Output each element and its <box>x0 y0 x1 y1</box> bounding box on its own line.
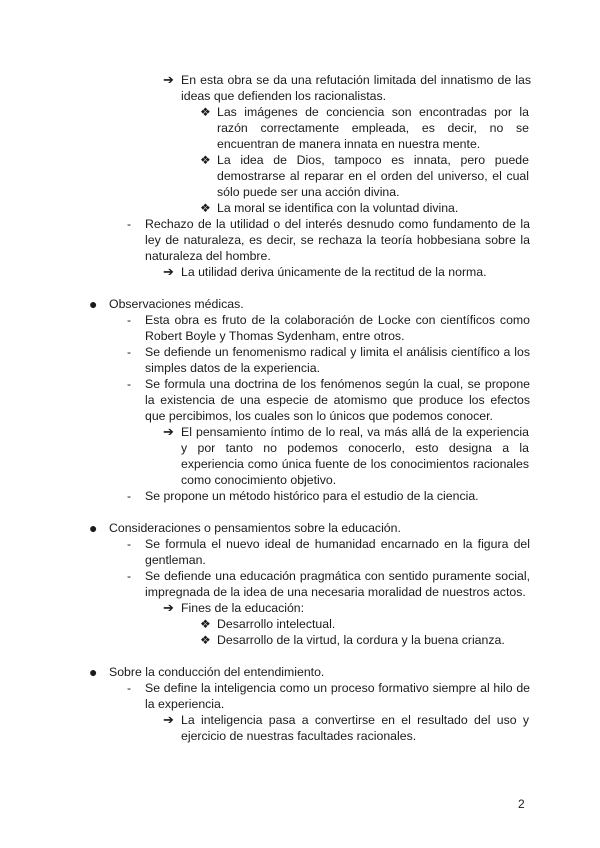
dash-marker: - <box>127 377 132 391</box>
education-arrow-text: Fines de la educación: <box>181 601 305 615</box>
arrow-marker: ➔ <box>163 424 174 439</box>
essay-dash-item: Rechazo de la utilidad o del interés desnudo como fundamento de la ley de naturaleza, es decir, se rechaza la teoría hobbesiana sobre la naturaleza del hombre. <box>145 217 530 263</box>
medical-item: Se formula una doctrina de los fenómenos según la cual, se propone la existencia de una especie de atomismo que produce los efectos que percibimos, los cuales son lo únicos que podemos conocer. <box>145 377 530 423</box>
diamond-marker: ❖ <box>200 201 211 215</box>
arrow-marker: ➔ <box>163 712 174 727</box>
dash-marker: - <box>127 681 132 695</box>
dash-marker: - <box>127 217 132 231</box>
section-title-understanding: Sobre la conducción del entendimiento. <box>109 665 325 679</box>
understanding-item: Se define la inteligencia como un proceso formativo siempre al hilo de la experiencia. <box>145 681 530 711</box>
bullet-marker: ● <box>89 664 98 680</box>
dash-marker: - <box>127 537 132 551</box>
understanding-arrow-text: La inteligencia pasa a convertirse en el resultado del uso y ejercicio de nuestras facultades racionales. <box>181 713 529 743</box>
diamond-marker: ❖ <box>200 633 211 647</box>
diamond-marker: ❖ <box>200 153 211 167</box>
dash-marker: - <box>127 345 132 359</box>
dash-marker: - <box>127 569 132 583</box>
medical-item: Se defiende un fenomenismo radical y limita el análisis científico a los simples datos de la experiencia. <box>145 345 530 375</box>
essay-sub-item: La idea de Dios, tampoco es innata, pero puede demostrarse al reparar en el orden del universo, el cual sólo puede ser una acción divina. <box>217 153 529 199</box>
essay-arrow-text: En esta obra se da una refutación limitada del innatismo de las ideas que defienden los racionalistas. <box>181 73 531 103</box>
diamond-marker: ❖ <box>200 105 211 119</box>
education-sub-item: Desarrollo intelectual. <box>217 617 336 631</box>
arrow-marker: ➔ <box>163 72 174 87</box>
essay-sub-item: Las imágenes de conciencia son encontradas por la razón correctamente empleada, es decir, no se encuentran de manera innata en nuestra mente. <box>217 105 529 151</box>
medical-arrow-text: El pensamiento íntimo de lo real, va más allá de la experiencia y por tanto no podemos conocerlo, esto designa a la experiencia como única fuente de los conocimientos racionales como conocimiento objetivo. <box>181 425 529 487</box>
dash-marker: - <box>127 489 132 503</box>
education-item: Se defiende una educación pragmática con sentido puramente social, impregnada de la idea de una necesaria moralidad de nuestros actos. <box>145 569 530 599</box>
section-title-education: Consideraciones o pensamientos sobre la educación. <box>109 521 401 535</box>
essay-dash-arrow: La utilidad deriva únicamente de la rectitud de la norma. <box>181 265 487 279</box>
arrow-marker: ➔ <box>163 264 174 279</box>
diamond-marker: ❖ <box>200 617 211 631</box>
medical-item-last: Se propone un método histórico para el estudio de la ciencia. <box>145 489 479 503</box>
bullet-marker: ● <box>89 296 98 312</box>
dash-marker: - <box>127 313 132 327</box>
essay-sub-item: La moral se identifica con la voluntad divina. <box>217 201 459 215</box>
section-title-medical: Observaciones médicas. <box>109 297 244 311</box>
page-number: 2 <box>518 797 525 811</box>
bullet-marker: ● <box>89 520 98 536</box>
arrow-marker: ➔ <box>163 600 174 615</box>
education-sub-item: Desarrollo de la virtud, la cordura y la buena crianza. <box>217 633 505 647</box>
education-item: Se formula el nuevo ideal de humanidad encarnado en la figura del gentleman. <box>145 537 530 567</box>
medical-item: Esta obra es fruto de la colaboración de Locke con científicos como Robert Boyle y Thomas Sydenham, entre otros. <box>145 313 530 343</box>
